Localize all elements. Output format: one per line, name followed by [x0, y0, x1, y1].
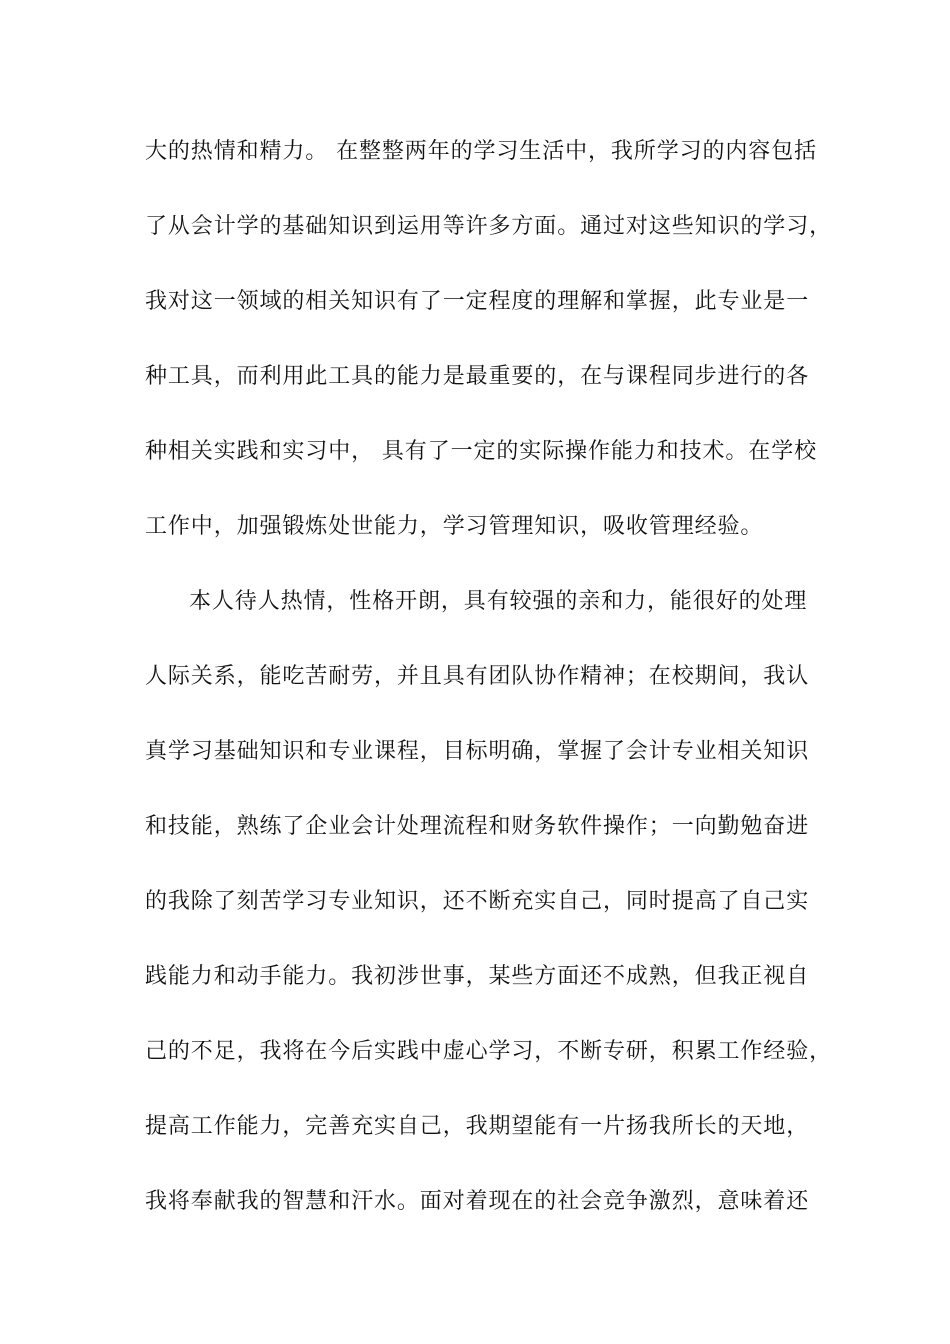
text-line-3: 我对这一领域的相关知识有了一定程度的理解和掌握，此专业是一 — [145, 289, 810, 314]
text-line-10: 和技能，熟练了企业会计处理流程和财务软件操作；一向勤勉奋进 — [145, 814, 810, 839]
text-line-13: 己的不足，我将在今后实践中虚心学习，不断专研，积累工作经验， — [145, 1039, 833, 1064]
text-line-1: 大的热情和精力。 在整整两年的学习生活中，我所学习的内容包括 — [145, 139, 817, 164]
text-line-5: 种相关实践和实习中， 具有了一定的实际操作能力和技术。在学校 — [145, 439, 817, 464]
text-line-6: 工作中，加强锻炼处世能力，学习管理知识，吸收管理经验。 — [145, 514, 764, 539]
text-line-15: 我将奉献我的智慧和汗水。面对着现在的社会竞争激烈，意味着还 — [145, 1189, 810, 1214]
text-line-4: 种工具，而利用此工具的能力是最重要的，在与课程同步进行的各 — [145, 364, 810, 389]
body-text — [145, 126, 833, 1251]
text-line-8: 人际关系，能吃苦耐劳，并且具有团队协作精神；在校期间，我认 — [145, 664, 810, 689]
paragraph-start-line: 本人待人热情，性格开朗，具有较强的亲和力，能很好的处理 — [189, 589, 808, 614]
text-line-14: 提高工作能力，完善充实自己，我期望能有一片扬我所长的天地， — [145, 1114, 810, 1139]
text-line-2: 了从会计学的基础知识到运用等许多方面。通过对这些知识的学习， — [145, 214, 833, 239]
text-line-9: 真学习基础知识和专业课程，目标明确，掌握了会计专业相关知识 — [145, 739, 810, 764]
text-line-11: 的我除了刻苦学习专业知识，还不断充实自己，同时提高了自己实 — [145, 889, 810, 914]
text-line-12: 践能力和动手能力。我初涉世事，某些方面还不成熟，但我正视自 — [145, 964, 810, 989]
